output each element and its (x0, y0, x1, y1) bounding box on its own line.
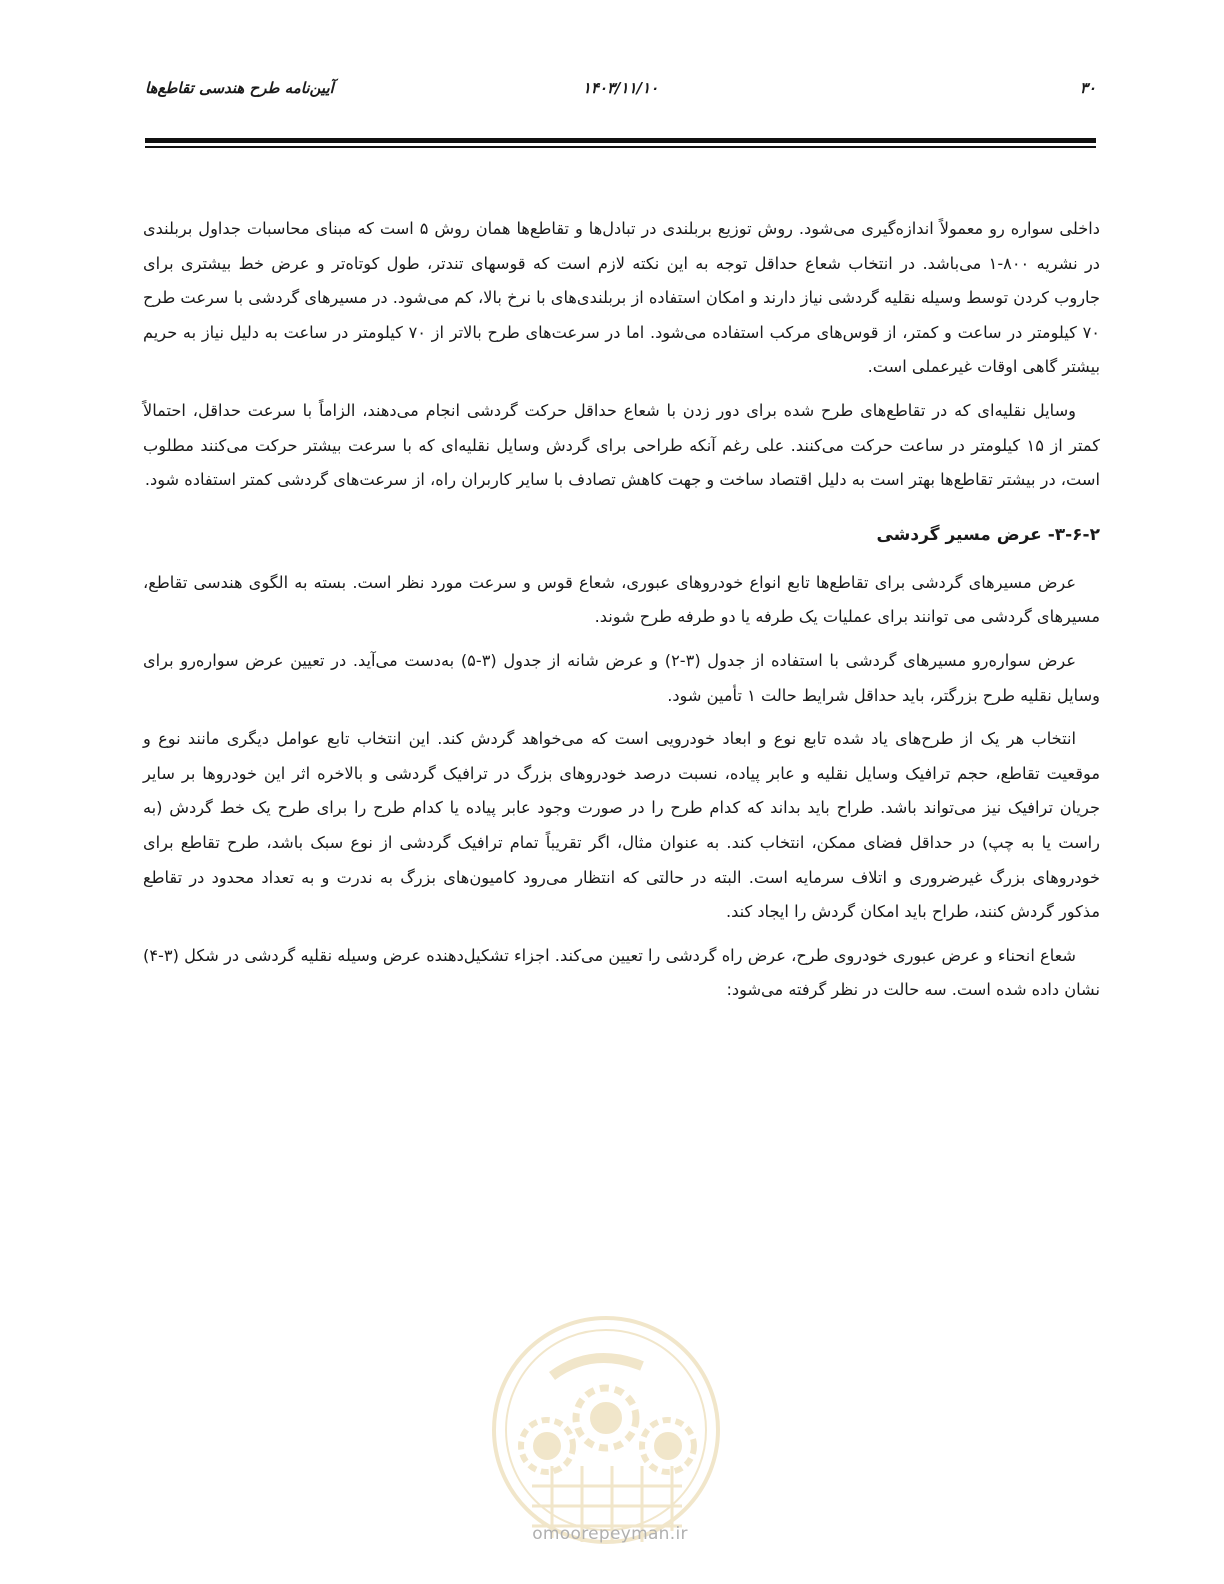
page-body (143, 212, 1100, 1017)
watermark-url: omoorepeyman.ir (532, 1524, 688, 1544)
header-rule-thick (145, 138, 1096, 143)
section-heading: ۳-۶-۲- عرض مسیر گردشی (876, 524, 1100, 545)
paragraph-design-selection: انتخاب هر یک از طرح‌های یاد شده تابع نوع و ابعاد خودرویی است که می‌خواهد گردش کند. این انتخاب تابع عوامل دیگری مانند نوع و موقعیت تقاطع، حجم ترافیک وسایل نقلیه و عابر پیاده، نسبت درصد خودروهای بزرگ در ترافیک گردشی و بالاخره اثر این خودروها بر سایر جریان ترافیک نیز می‌تواند باشد. طراح باید بداند که کدام طرح را در صورت وجود عابر پیاده یا کدام طرح را برای طرح یک خط گردش (به راست یا به چپ) در حداقل فضای ممکن، انتخاب کند. به عنوان مثال، اگر تقریباً تمام ترافیک گردشی از نوع سبک باشد، طرح تقاطع برای خودروهای بزرگ غیرضروری و اتلاف سرمایه است. البته در حالتی که انتظار می‌رود کامیون‌های بزرگ به ندرت و به تعداد محدود در تقاطع مذکور گردش کنند، طراح باید امکان گردش را ایجاد کند. (143, 729, 1100, 922)
paragraph-width-components: شعاع انحناء و عرض عبوری خودروی طرح، عرض راه گردشی را تعیین می‌کند. اجزاء تشکیل‌دهنده عرض وسیله نقلیه گردشی در شکل (۳-۴) نشان داده شده است. سه حالت در نظر گرفته می‌شود: (143, 945, 1100, 1000)
paragraph-minimum-speed: وسایل نقلیه‌ای که در تقاطع‌های طرح شده برای دور زدن با شعاع حداقل حرکت گردشی انجام می‌دهند، الزاماً با سرعت حداقل، احتمالاً کمتر از ۱۵ کیلومتر در ساعت حرکت می‌کنند. علی رغم آنکه طراحی برای گردش وسایل نقلیه‌ای که با سرعت بیشتر حرکت می‌کنند مطلوب است، در بیشتر تقاطع‌ها بهتر است به دلیل اقتصاد ساخت و جهت کاهش تصادف با سایر کاربران راه، از سرعت‌های گردشی کمتر استفاده شود. (143, 400, 1100, 490)
watermark-logo-icon (482, 1306, 730, 1554)
page-number: ۳۰ (1079, 79, 1096, 97)
header-date: ۱۴۰۳/۱۱/۱۰ (582, 79, 659, 97)
paragraph-turning-width: عرض مسیرهای گردشی برای تقاطع‌ها تابع انواع خودروهای عبوری، شعاع قوس و سرعت مورد نظر است. بسته به الگوی هندسی تقاطع، مسیرهای گردشی می توانند برای عملیات یک طرفه یا دو طرفه طرح شوند. (143, 572, 1100, 627)
paragraph-pavement-width: عرض سواره‌رو مسیرهای گردشی با استفاده از جدول (۳-۲) و عرض شانه از جدول (۳-۵) به‌دست می‌آید. در تعیین عرض سواره‌رو برای وسایل نقلیه طرح بزرگتر، باید حداقل شرایط حالت ۱ تأمین شود. (143, 650, 1100, 705)
paragraph-superelevation: داخلی سواره رو معمولاً اندازه‌گیری می‌شود. روش توزیع بربلندی در تبادل‌ها و تقاطع‌ها همان روش ۵ است که مبنای محاسبات جداول بربلندی در نشریه ۸۰۰-۱ می‌باشد. در انتخاب شعاع حداقل توجه به این نکته لازم است که قوسهای تندتر، طول کوتاه‌تر و عرض خط بیشتری برای جاروب کردن توسط وسیله نقلیه گردشی نیاز دارند و امکان استفاده از بربلندی‌های با نرخ بالا، کم می‌شود. در مسیرهای گردشی با سرعت طرح ۷۰ کیلومتر در ساعت و کمتر، از قوس‌های مرکب استفاده می‌شود. اما در سرعت‌های طرح بالاتر از ۷۰ کیلومتر در ساعت به دلیل نیاز به حریم بیشتر گاهی اوقات غیرعملی است. (143, 219, 1100, 377)
page-header (145, 72, 1096, 104)
document-title: آیین‌نامه طرح هندسی تقاطع‌ها (145, 79, 334, 97)
header-rule-thin (145, 146, 1096, 148)
